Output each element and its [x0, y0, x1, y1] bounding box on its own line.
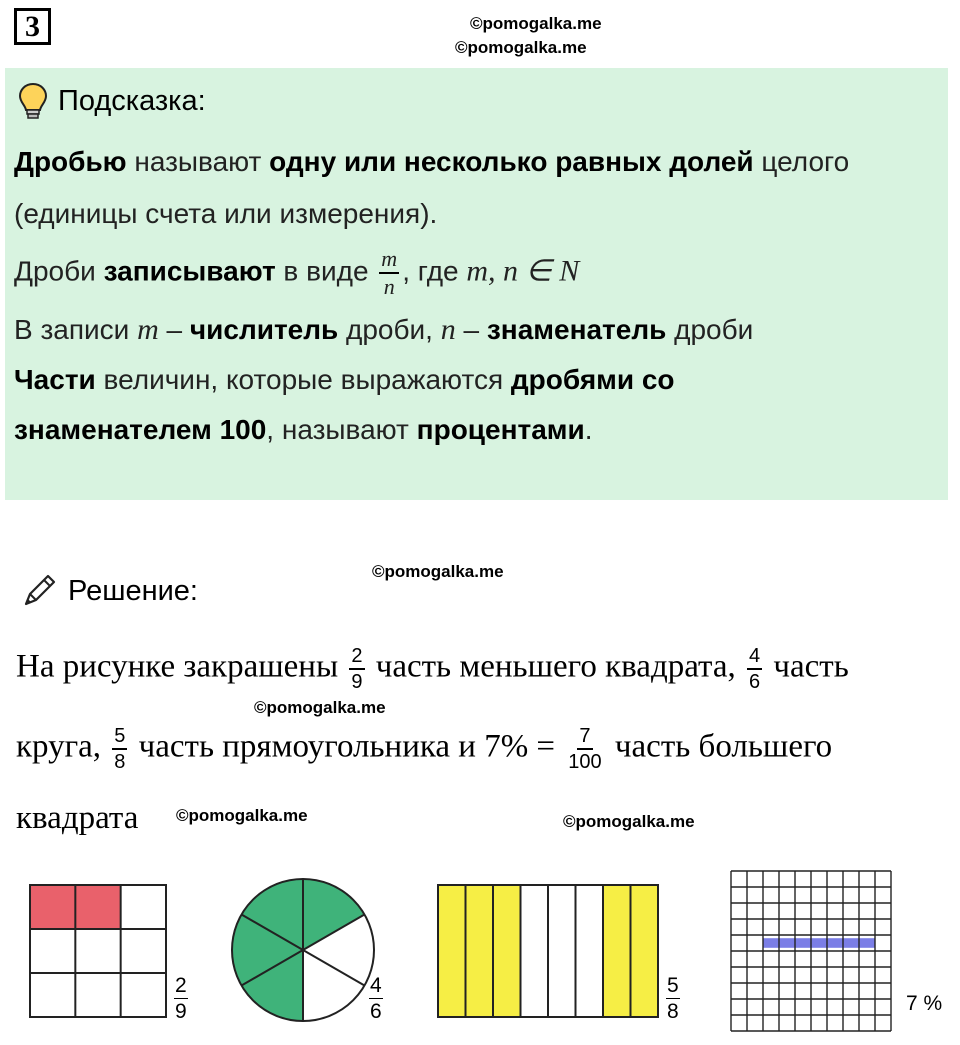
square-cell [121, 973, 166, 1017]
fraction-5-8: $\frac{5}{8}$ [114, 725, 126, 773]
hint-line-5: Части величин, которые выражаются дробями со [14, 364, 675, 395]
fraction-7-100: $\frac{7}{100}$ [568, 725, 602, 773]
rectangle-strip [521, 885, 549, 1017]
watermark: ©pomogalka.me [470, 14, 602, 33]
shaded-cell [827, 938, 843, 948]
shaded-strip [466, 885, 494, 1017]
shaded-cell [75, 885, 120, 929]
square-cell [75, 929, 120, 973]
shaded-cell [811, 938, 827, 948]
pencil-icon [18, 570, 60, 612]
task-number: 3 [14, 8, 51, 45]
shaded-cell [843, 938, 859, 948]
rectangle-figure [436, 883, 660, 1019]
hint-line-3: Дроби записывают в виде $\frac{m}{n}$ , где m, n ∈ N [14, 246, 580, 299]
shaded-cell [795, 938, 811, 948]
solution-title [18, 570, 198, 612]
square-cell [75, 973, 120, 1017]
rectangle-strip [548, 885, 576, 1017]
solution-line-1: На рисунке закрашены $\frac{2}{9}$ часть меньшего квадрата, $\frac{4}{6}$ часть [16, 645, 849, 693]
watermark: ©pomogalka.me [455, 38, 587, 57]
circle-figure [228, 875, 378, 1025]
shaded-cell [763, 938, 779, 948]
fraction-2-9: $\frac{2}{9}$ [351, 645, 363, 693]
watermark: ©pomogalka.me [176, 806, 308, 825]
shaded-strip [603, 885, 631, 1017]
circle-fraction-label: $\frac{4}{6}$ [370, 974, 382, 1023]
shaded-strip [438, 885, 466, 1017]
solution-line-2: круга, $\frac{5}{8}$ часть прямоугольника и 7% = $\frac{7}{100}$ часть большего [16, 725, 833, 773]
hint-line-6: знаменателем 100, называют процентами. [14, 414, 593, 445]
shaded-cell [779, 938, 795, 948]
grid-percent-label: 7 % [906, 992, 943, 1015]
rectangle-strip [576, 885, 604, 1017]
shaded-strip [493, 885, 521, 1017]
square-cell [121, 885, 166, 929]
square-figure [28, 883, 168, 1019]
grid-figure [726, 866, 896, 1036]
square-cell [30, 929, 75, 973]
square-cell [30, 973, 75, 1017]
hint-title [18, 82, 206, 120]
solution-line-3: квадрата [16, 800, 139, 836]
shaded-cell [859, 938, 875, 948]
hint-line-2: (единицы счета или измерения). [14, 198, 438, 229]
hint-title-text: Подсказка: [58, 84, 206, 117]
lightbulb-icon [18, 82, 48, 120]
solution-title-text: Решение: [68, 574, 198, 607]
shaded-cell [30, 885, 75, 929]
shaded-strip [631, 885, 659, 1017]
watermark: ©pomogalka.me [372, 562, 504, 581]
fraction-m-over-n: $\frac{m}{n}$ [381, 246, 398, 299]
rectangle-fraction-label: $\frac{5}{8}$ [667, 974, 679, 1023]
hint-line-4: В записи m – числитель дроби, n – знаменатель дроби [14, 313, 754, 346]
fraction-4-6: $\frac{4}{6}$ [749, 645, 761, 693]
square-cell [121, 929, 166, 973]
square-fraction-label: $\frac{2}{9}$ [175, 974, 187, 1023]
watermark: ©pomogalka.me [563, 812, 695, 831]
watermark: ©pomogalka.me [254, 698, 386, 717]
hint-line-1: Дробью называют одну или несколько равных долей целого [14, 146, 850, 177]
